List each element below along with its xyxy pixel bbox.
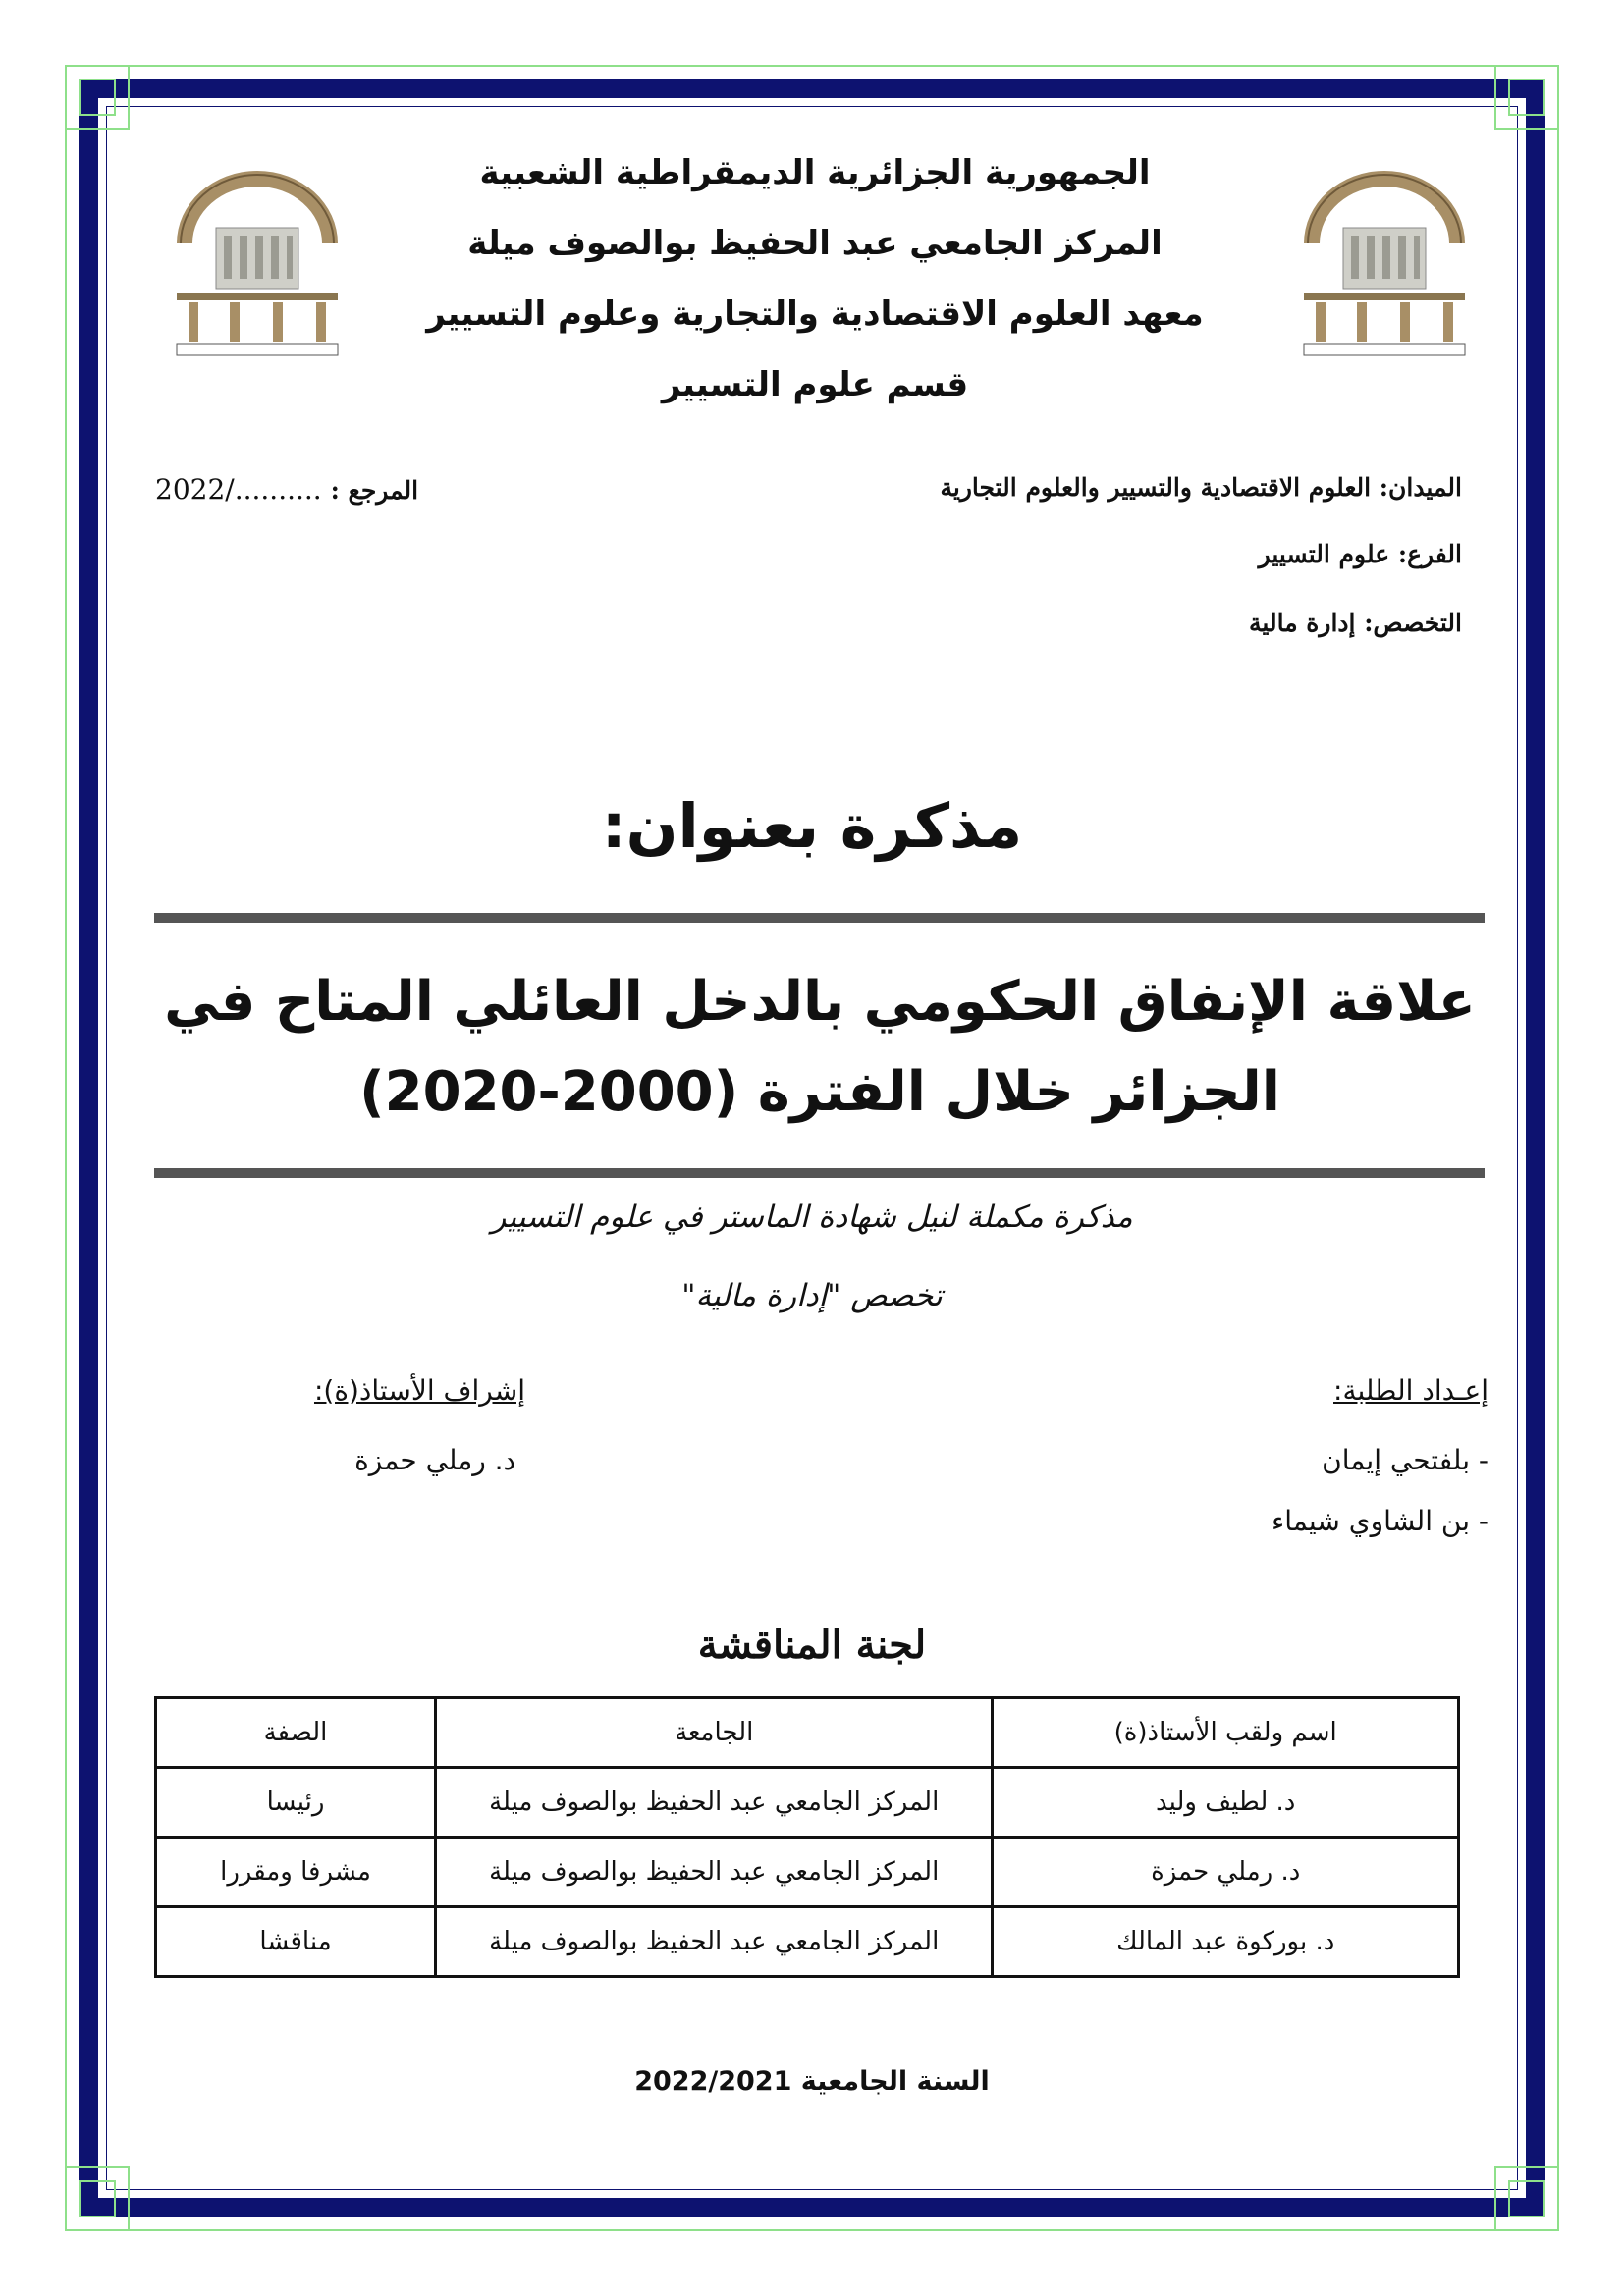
degree-statement: مذكرة مكملة لنيل شهادة الماستر في علوم التسيير (491, 1200, 1133, 1235)
title-divider-top (154, 913, 1485, 923)
reference-line (155, 473, 418, 506)
supervisor-name: د. رملي حمزة (354, 1444, 515, 1476)
member-university: المركز الجامعي عبد الحفيظ بوالصوف ميلة (436, 1838, 993, 1907)
table-header-row (156, 1698, 1459, 1768)
member-role: مناقشا (156, 1907, 436, 1977)
supervisor-heading: إشراف الأستاذ(ة): (313, 1374, 525, 1407)
student-name: - بلفتحي إيمان (1322, 1444, 1489, 1476)
university-logo-icon (1286, 157, 1483, 363)
member-name: د. رملي حمزة (993, 1838, 1459, 1907)
table-row (156, 1838, 1459, 1907)
student-name: - بن الشاوي شيماء (1272, 1505, 1489, 1537)
member-role: مشرفا ومقررا (156, 1838, 436, 1907)
department-name: قسم علوم التسيير (661, 365, 969, 404)
member-role: رئيسا (156, 1768, 436, 1838)
thesis-title-line-2: الجزائر خلال الفترة (2000-2020) (359, 1060, 1280, 1124)
title-divider-bottom (154, 1168, 1485, 1178)
table-row (156, 1907, 1459, 1977)
supervisor-block (201, 1374, 525, 1491)
academic-year: السنة الجامعية 2022/2021 (634, 2066, 990, 2097)
university-name: المركز الجامعي عبد الحفيظ بوالصوف ميلة (467, 224, 1163, 263)
specialty-line: التخصص: إدارة مالية (1249, 609, 1462, 637)
committee-table (154, 1696, 1460, 1978)
specialty-statement: تخصص "إدارة مالية" (681, 1278, 943, 1313)
reference-label: المرجع : (330, 476, 419, 505)
country-name: الجمهورية الجزائرية الديمقراطية الشعبية (479, 153, 1151, 192)
thesis-title-line-1: علاقة الإنفاق الحكومي بالدخل العائلي المتاح في (164, 970, 1476, 1034)
committee-title: لجنة المناقشة (697, 1622, 927, 1668)
reference-value: 2022/.......... (155, 473, 322, 506)
corner-ornament-icon (1494, 2166, 1559, 2231)
students-block (1076, 1374, 1489, 1552)
member-name: د. لطيف وليد (993, 1768, 1459, 1838)
member-university: المركز الجامعي عبد الحفيظ بوالصوف ميلة (436, 1907, 993, 1977)
corner-ornament-icon (65, 2166, 130, 2231)
column-header: اسم ولقب الأستاذ(ة) (993, 1698, 1459, 1768)
column-header: الصفة (156, 1698, 436, 1768)
students-heading: إعـداد الطلبة: (1333, 1374, 1489, 1407)
memo-heading: مذكرة بعنوان: (601, 790, 1023, 862)
table-row (156, 1768, 1459, 1838)
corner-ornament-icon (65, 65, 130, 130)
institute-name: معهد العلوم الاقتصادية والتجارية وعلوم التسيير (426, 294, 1204, 334)
university-logo-icon (159, 157, 355, 363)
field-line: الميدان: العلوم الاقتصادية والتسيير والعلوم التجارية (940, 473, 1462, 502)
thesis-title (157, 957, 1483, 1138)
corner-ornament-icon (1494, 65, 1559, 130)
member-university: المركز الجامعي عبد الحفيظ بوالصوف ميلة (436, 1768, 993, 1838)
column-header: الجامعة (436, 1698, 993, 1768)
branch-line: الفرع: علوم التسيير (1258, 540, 1462, 568)
member-name: د. بوركوة عبد المالك (993, 1907, 1459, 1977)
institution-header (373, 137, 1257, 420)
